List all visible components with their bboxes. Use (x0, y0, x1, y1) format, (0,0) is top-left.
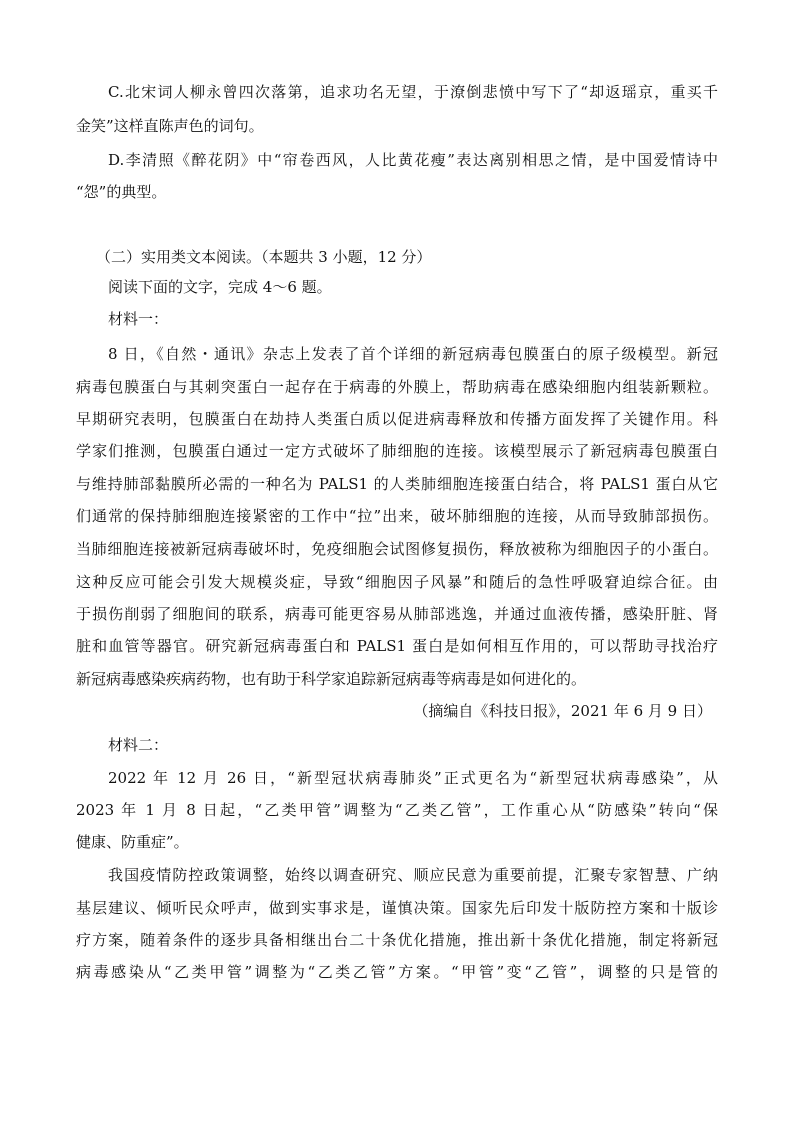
material-2-line: 病毒感染从“乙类甲管”调整为“乙类乙管”方案。“甲管”变“乙管”，调整的只是管的 (76, 963, 718, 981)
material-2-line: 基层建议、倾听民众呼声，做到实事求是，谨慎决策。国家先后印发十版防控方案和十版诊 (76, 899, 718, 917)
material-1-line: 这种反应可能会引发大规模炎症，导致“细胞因子风暴”和随后的急性呼吸窘迫综合征。由 (76, 573, 718, 591)
material-1-line: 早期研究表明，包膜蛋白在劫持人类蛋白质以促进病毒释放和传播方面发挥了关键作用。科 (76, 410, 718, 428)
option-d-line-1: D.李清照《醉花阴》中“帘卷西风，人比黄花瘦”表达离别相思之情，是中国爱情诗中 (108, 151, 718, 169)
section-instruction: 阅读下面的文字，完成 4～6 题。 (108, 278, 332, 296)
material-1-line: 于损伤削弱了细胞间的联系，病毒可能更容易从肺部逃逸，并通过血液传播，感染肝脏、肾 (76, 605, 718, 623)
material-1-line: 学家们推测，包膜蛋白通过一定方式破坏了肺细胞的连接。该模型展示了新冠病毒包膜蛋白 (76, 442, 718, 460)
material-1-line: 当肺细胞连接被新冠病毒破坏时，免疫细胞会试图修复损伤，释放被称为细胞因子的小蛋白。 (76, 540, 718, 558)
material-2-line: 我国疫情防控政策调整，始终以调查研究、顺应民意为重要前提，汇聚专家智慧、广纳 (108, 866, 718, 884)
section-heading: （二）实用类文本阅读。（本题共 3 小题，12 分） (96, 248, 432, 266)
material-1-line: 新冠病毒感染疾病药物，也有助于科学家追踪新冠病毒等病毒是如何进化的。 (76, 670, 587, 688)
material-2-line: 2022 年 12 月 26 日，“新型冠状病毒肺炎”正式更名为“新型冠状病毒感染”，从 (108, 769, 718, 787)
material-2-line: 健康、防重症”。 (76, 833, 189, 851)
option-c-line-2: 金笑”这样直陈声色的词句。 (76, 117, 264, 135)
material-1-line: 脏和血管等器官。研究新冠病毒蛋白和 PALS1 蛋白是如何相互作用的，可以帮助寻找治疗 (76, 637, 718, 655)
material-1-line: 们通常的保持肺细胞连接紧密的工作中“拉”出来，破坏肺细胞的连接，从而导致肺部损伤。 (76, 507, 718, 525)
material-2-line: 疗方案，随着条件的逐步具备相继出台二十条优化措施，推出新十条优化措施，制定将新冠 (76, 931, 718, 949)
material-2-line: 2023 年 1 月 8 日起，“乙类甲管”调整为“乙类乙管”，工作重心从“防感染”转向“保 (76, 801, 718, 819)
material-1-label: 材料一： (108, 310, 169, 328)
option-d-line-2: “怨”的典型。 (76, 183, 167, 201)
material-1-line: 与维持肺部黏膜所必需的一种名为 PALS1 的人类肺细胞连接蛋白结合，将 PALS1 蛋白从它 (76, 475, 718, 493)
material-1-line: 8 日，《自然・通讯》杂志上发表了首个详细的新冠病毒包膜蛋白的原子级模型。新冠 (108, 345, 718, 363)
material-1-line: 病毒包膜蛋白与其刺突蛋白一起存在于病毒的外膜上，帮助病毒在感染细胞内组装新颗粒。 (76, 378, 718, 396)
material-1-source: （摘编自《科技日报》，2021 年 6 月 9 日） (413, 702, 712, 720)
option-c-line-1: C.北宋词人柳永曾四次落第，追求功名无望，于潦倒悲愤中写下了“却返瑶京，重买千 (108, 83, 718, 101)
material-2-label: 材料二： (108, 736, 169, 754)
